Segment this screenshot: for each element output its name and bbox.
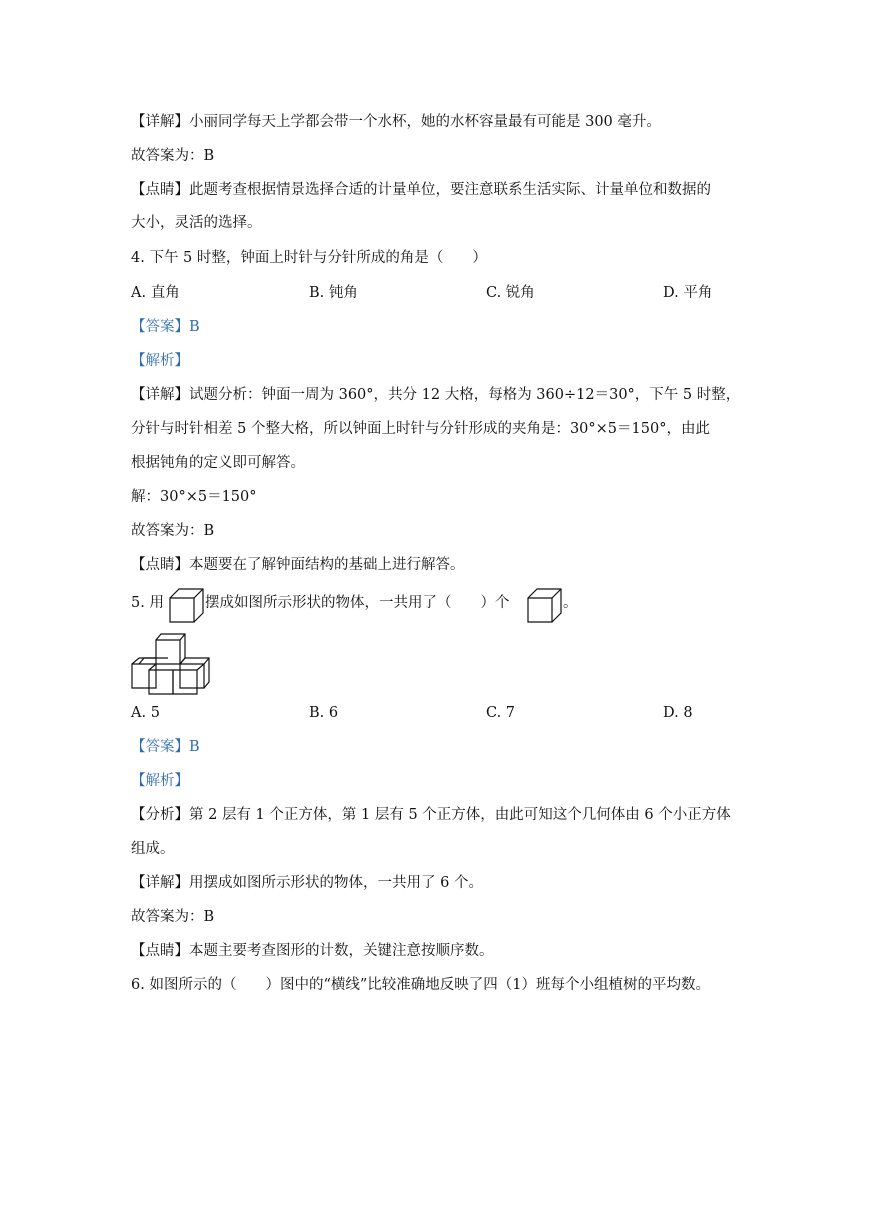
q4-detail-line1: 【详解】试题分析：钟面一周为 360°，共分 12 大格，每格为 360÷12＝30°，下午 5 时整， xyxy=(131,387,741,403)
q3-detail: 【详解】小丽同学每天上学都会带一个水杯，她的水杯容量最有可能是 300 毫升。 xyxy=(131,114,661,130)
q5-option-c: C. 7 xyxy=(486,705,516,721)
q4-question: 4. 下午 5 时整，钟面上时针与分针所成的角是（ ） xyxy=(131,250,487,266)
q5-answer-tag: 【答案】B xyxy=(131,739,200,755)
q4-detail-line2: 分针与时针相差 5 个整大格，所以钟面上时针与分针形成的夹角是：30°×5＝150°，由此 xyxy=(131,421,710,437)
q5-option-a: A. 5 xyxy=(131,705,160,721)
cube-icon xyxy=(527,588,563,624)
q5-question-prefix: 5. 用 xyxy=(131,595,164,611)
q5-question-end: 。 xyxy=(563,595,578,611)
q4-option-d: D. 平角 xyxy=(663,285,713,301)
q5-analysis-tag: 【解析】 xyxy=(131,773,189,789)
q3-comment-line1: 【点睛】此题考查根据情景选择合适的计量单位，要注意联系生活实际、计量单位和数据的 xyxy=(131,182,711,198)
q5-answer: 故答案为：B xyxy=(131,909,215,925)
stacked-cubes-figure xyxy=(131,630,213,696)
q5-detail: 【详解】用摆成如图所示形状的物体，一共用了 6 个。 xyxy=(131,875,483,891)
q4-option-c: C. 锐角 xyxy=(486,285,535,301)
q4-option-b: B. 钝角 xyxy=(309,285,358,301)
q5-option-d: D. 8 xyxy=(663,705,693,721)
q4-comment: 【点睛】本题要在了解钟面结构的基础上进行解答。 xyxy=(131,557,465,573)
q4-option-a: A. 直角 xyxy=(131,285,180,301)
q5-option-b: B. 6 xyxy=(309,705,339,721)
q4-detail-line3: 根据钝角的定义即可解答。 xyxy=(131,455,305,471)
q4-analysis-tag: 【解析】 xyxy=(131,353,189,369)
q5-comment: 【点睛】本题主要考查图形的计数，关键注意按顺序数。 xyxy=(131,943,494,959)
q3-answer: 故答案为：B xyxy=(131,148,215,164)
q6-question: 6. 如图所示的（ ）图中的“横线”比较准确地反映了四（1）班每个小组植树的平均数。 xyxy=(131,977,710,993)
q5-question-mid: 摆成如图所示形状的物体，一共用了（ ）个 xyxy=(205,595,510,611)
cube-icon xyxy=(169,588,205,624)
q4-answer-tag: 【答案】B xyxy=(131,319,200,335)
q5-analysis-line2: 组成。 xyxy=(131,841,175,857)
q3-comment-line2: 大小，灵活的选择。 xyxy=(131,215,262,231)
q5-analysis-line1: 【分析】第 2 层有 1 个正方体，第 1 层有 5 个正方体，由此可知这个几何体由 6 个小正方体 xyxy=(131,807,731,823)
q4-solution: 解：30°×5＝150° xyxy=(131,489,257,505)
q4-answer: 故答案为：B xyxy=(131,523,215,539)
